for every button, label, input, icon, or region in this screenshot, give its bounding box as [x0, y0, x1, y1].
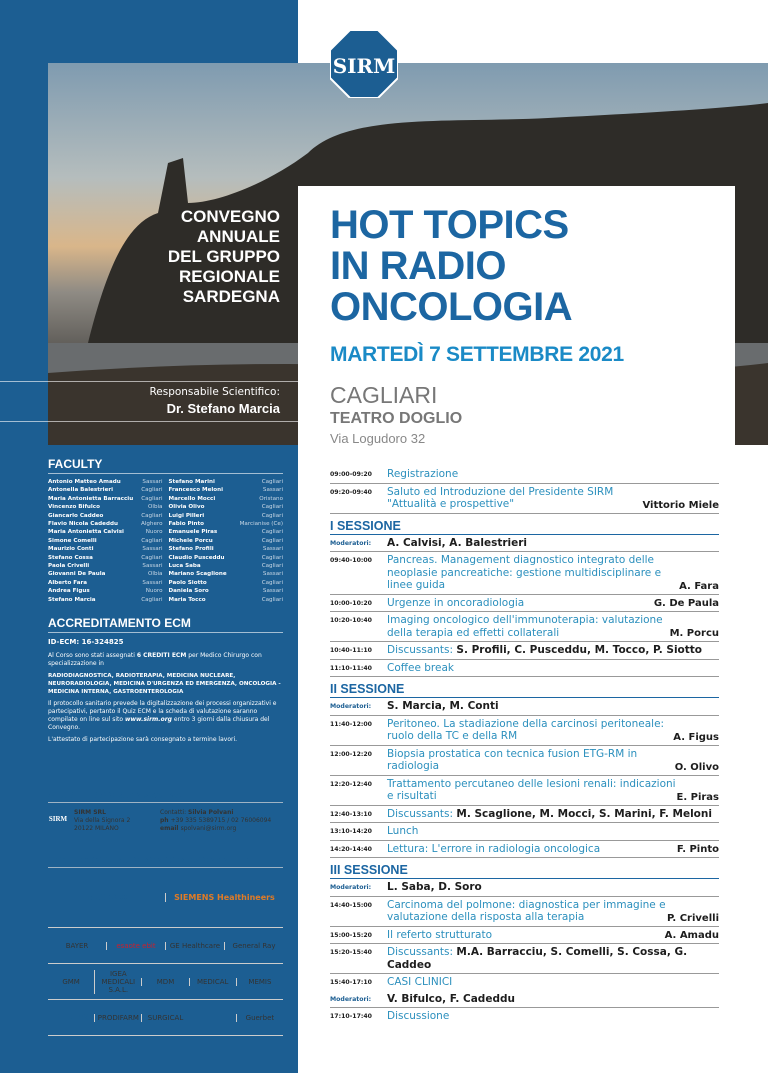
title-line: HOT TOPICS: [330, 203, 569, 247]
names: M.A. Barracciu, S. Comelli, S. Cossa, G. Caddeo: [387, 946, 688, 971]
time-slot: 09:20-09:40: [330, 488, 372, 496]
sponsor-logo: MDM: [141, 978, 188, 986]
time-slot: 12:20-12:40: [330, 780, 372, 788]
faculty-section: [48, 457, 283, 604]
schedule-row: [330, 944, 719, 974]
time-slot: 11:40-12:00: [330, 720, 372, 728]
session-heading: III SESSIONE: [330, 860, 719, 879]
member-city: Cagliari: [261, 512, 283, 519]
sponsor-row: [48, 964, 283, 1000]
member-city: Cagliari: [261, 529, 283, 536]
faculty-member: [169, 537, 284, 545]
member-city: Sassari: [262, 487, 283, 494]
sponsor-logo: BRACCO: [85, 892, 128, 903]
member-name: Simone Comelli: [48, 537, 97, 544]
schedule-row: [330, 974, 719, 991]
page-title: [330, 205, 572, 328]
moderators-label: Moderatori:: [330, 539, 372, 547]
member-name: Antonio Matteo Amadu: [48, 479, 121, 485]
talk-title: Coffee break: [387, 661, 454, 674]
member-city: Cagliari: [261, 563, 283, 570]
sponsor-row: [48, 928, 283, 964]
sponsor-logo: MEDICAL: [189, 978, 236, 986]
credits-text: [48, 652, 283, 668]
talk-title: Peritoneo. La stadiazione della carcinosi peritoneale: ruolo della TC e della RM: [387, 717, 665, 742]
time-slot: 12:00-12:20: [330, 750, 372, 758]
time-slot: 11:10-11:40: [330, 664, 372, 672]
speaker: Vittorio Miele: [642, 499, 719, 511]
discussants: [387, 946, 719, 971]
talk-title: Pancreas. Management diagnostico integrato delle neoplasie pancreatiche: gestione multidisciplinare e linee guida: [387, 554, 662, 591]
session-heading: I SESSIONE: [330, 516, 719, 535]
secretariat-section: [48, 790, 283, 833]
section-heading: FACULTY: [48, 457, 283, 474]
schedule-row: [330, 823, 719, 841]
text: Al Corso sono stati assegnati: [48, 652, 137, 659]
member-name: Andrea Figus: [48, 588, 90, 595]
event-date: MARTEDÌ 7 SETTEMBRE 2021: [330, 343, 624, 366]
member-name: Stefano Marini: [168, 479, 215, 485]
time-slot: 10:00-10:20: [330, 599, 372, 607]
sponsor-logo: BAYER: [65, 941, 89, 950]
member-city: Sassari: [142, 579, 163, 586]
credits: 6 CREDITI ECM: [136, 652, 187, 659]
specialties: RADIODIAGNOSTICA, RADIOTERAPIA, MEDICINA NUCLEARE, NEURORADIOLOGIA, MEDICINA D'URGENZA ED EMERGENZA, ONCOLOGIA - MEDICINA INTERNA, GASTROENTEROLOGIA: [48, 673, 281, 695]
schedule-row: [330, 642, 719, 660]
member-name: Fabio Pinto: [168, 521, 204, 528]
label: ph: [160, 817, 171, 824]
contact-name: Silvia Polvani: [188, 809, 234, 816]
talk-title: Registrazione: [387, 468, 459, 480]
sponsors-section: [48, 855, 283, 1036]
member-city: Cagliari: [141, 487, 163, 494]
section-heading: SEGRETERIA ORGANIZZATIVA: [48, 790, 283, 803]
label: Discussants:: [387, 644, 457, 656]
time-slot: 09:40-10:00: [330, 557, 372, 564]
sponsor-logo: GMM: [62, 977, 80, 986]
moderators-label: Moderatori:: [330, 995, 372, 1003]
member-name: Daniela Soro: [168, 588, 209, 595]
member-city: Sassari: [142, 546, 163, 553]
talk-title: CASI CLINICI: [387, 976, 453, 988]
name: Dr. Stefano Marcia: [166, 401, 280, 416]
protocol-text: [48, 700, 283, 732]
schedule-row: [330, 552, 719, 595]
divider: [0, 381, 298, 382]
moderator-names: L. Saba, D. Soro: [387, 881, 482, 893]
label: Responsabile Scientifico:: [149, 386, 280, 398]
names: M. Scaglione, M. Mocci, S. Marini, F. Meloni: [456, 807, 712, 820]
schedule-row: [330, 595, 719, 613]
faculty-member: [48, 562, 163, 570]
speaker: M. Porcu: [669, 628, 719, 639]
faculty-member: [169, 503, 284, 511]
member-city: Sassari: [262, 571, 283, 578]
speaker: O. Olivo: [674, 761, 719, 773]
time-slot: 17:10-17:40: [330, 1013, 372, 1020]
faculty-member: [169, 545, 284, 553]
member-name: Giovanni De Paula: [48, 571, 106, 578]
speaker: F. Pinto: [676, 844, 719, 855]
member-city: Sassari: [142, 563, 163, 570]
ecm-id: ID-ECM: 16-324825: [48, 638, 124, 646]
member-name: Luigi Pilleri: [168, 512, 205, 519]
speaker: P. Crivelli: [666, 912, 719, 924]
talk-title: Carcinoma del polmone: diagnostica per immagine e valutazione della risposta alla terapia: [387, 898, 666, 923]
member-name: Maria Antonietta Calvisi: [48, 529, 124, 536]
label: Contatti:: [160, 809, 188, 816]
schedule-row: [330, 1008, 719, 1025]
faculty-member: [48, 495, 163, 503]
speaker: E. Piras: [676, 791, 719, 803]
names: S. Profili, C. Pusceddu, M. Tocco, P. Siotto: [456, 644, 703, 656]
member-name: Maria Antonietta Barracciu: [48, 495, 134, 502]
member-city: Sassari: [262, 588, 283, 595]
member-name: Mariano Scaglione: [168, 571, 227, 578]
time-slot: 13:10-14:20: [330, 828, 372, 835]
moderators-row: [330, 535, 719, 553]
text: entro 3 giorni dalla chiusura del Convegno.: [48, 716, 270, 731]
title-line: IN RADIO: [330, 244, 506, 288]
faculty-member: [169, 554, 284, 562]
phone: +39 335 5389715 / 02 76006094: [170, 817, 272, 824]
member-name: Marcello Mocci: [168, 495, 216, 502]
moderator-names: A. Calvisi, A. Balestrieri: [387, 536, 528, 549]
sponsor-logo: Guerbet: [236, 1014, 283, 1022]
member-name: Olivia Olivo: [168, 504, 205, 511]
member-city: Alghero: [140, 521, 163, 528]
discussants: [387, 808, 719, 821]
discussants: [387, 644, 719, 657]
faculty-member: [48, 486, 163, 494]
schedule-row: [330, 841, 719, 859]
sponsor-logo: GE Healthcare: [165, 942, 224, 950]
sirm-logo: [330, 30, 398, 98]
line: SARDEGNA: [182, 287, 280, 306]
moderators-row: [330, 991, 719, 1009]
member-name: Paolo Siotto: [168, 579, 207, 586]
faculty-member: [48, 570, 163, 578]
venue-city: CAGLIARI: [330, 382, 438, 408]
member-name: Antonella Balestrieri: [48, 487, 114, 494]
text: Il protocollo sanitario prevede la digitalizzazione dei processi organizzativi e partecipativi, pertanto il Quiz ECM e la scheda di valutazione saranno compilate on line sul sito: [48, 700, 277, 723]
member-city: Nuoro: [145, 588, 163, 595]
faculty-member: [48, 512, 163, 520]
member-city: Cagliari: [141, 495, 163, 502]
member-city: Cagliari: [141, 512, 163, 519]
sponsor-logo: IGEA MEDICALI S.A.L.: [94, 970, 141, 994]
faculty-member: [48, 478, 163, 486]
label: Discussants:: [387, 946, 457, 958]
program-schedule: [330, 466, 719, 1025]
member-city: Cagliari: [141, 554, 163, 561]
talk-title: Trattamento percutaneo delle lesioni renali: indicazioni e risultati: [387, 777, 676, 802]
moderators-row: [330, 879, 719, 897]
faculty-member: [48, 545, 163, 553]
member-name: Giancarlo Caddeo: [48, 512, 104, 519]
time-slot: 10:40-11:10: [330, 647, 372, 654]
member-city: Cagliari: [261, 596, 283, 603]
time-slot: 15:40-17:10: [330, 979, 372, 986]
member-city: Cagliari: [261, 479, 283, 485]
line: CONVEGNO: [180, 207, 280, 226]
schedule-row: [330, 466, 719, 484]
member-city: Cagliari: [141, 537, 163, 544]
sponsor-logo: General Ray: [224, 942, 283, 950]
sponsor-logo: esaote ebit: [106, 942, 165, 950]
member-city: Cagliari: [261, 554, 283, 561]
address: 20122 MILANO: [74, 825, 119, 832]
faculty-member: [169, 579, 284, 587]
time-slot: 15:20-15:40: [330, 949, 372, 956]
schedule-row: [330, 806, 719, 824]
faculty-member: [169, 486, 284, 494]
schedule-row: [330, 484, 719, 514]
talk-title: Lunch: [387, 825, 419, 837]
sponsor-row: [48, 1000, 283, 1036]
venue-address: Via Logudoro 32: [330, 431, 426, 446]
schedule-row: [330, 612, 719, 642]
sponsor-logo: SIEMENS Healthineers: [165, 893, 283, 902]
member-city: Cagliari: [261, 579, 283, 586]
time-slot: 14:20-14:40: [330, 845, 372, 853]
member-name: Maria Tocco: [168, 596, 206, 603]
session-heading: II SESSIONE: [330, 679, 719, 698]
member-name: Luca Saba: [168, 563, 201, 570]
time-slot: 09:00-09:20: [330, 471, 372, 478]
line: DEL GRUPPO: [167, 247, 280, 266]
scientific-lead: [60, 386, 280, 416]
faculty-member: [169, 528, 284, 536]
website-link[interactable]: www.sirm.org: [124, 716, 172, 723]
schedule-row: [330, 660, 719, 678]
faculty-member: [48, 554, 163, 562]
member-name: Alberto Fara: [48, 579, 88, 586]
speaker: A. Amadu: [664, 930, 719, 941]
sirm-logo-small: SIRM: [48, 809, 68, 829]
member-city: Cagliari: [261, 504, 283, 511]
email-link[interactable]: spolvani@sirm.org: [180, 825, 237, 832]
member-name: Stefano Marcia: [48, 596, 96, 603]
member-name: Maurizio Conti: [48, 546, 94, 553]
sponsor-logo: SURGICAL: [141, 1014, 188, 1022]
sponsor-logo: MEMIS: [236, 978, 283, 986]
sponsor-logo: PHILIPS: [53, 1013, 89, 1022]
moderators-label: Moderatori:: [330, 703, 372, 710]
schedule-row: [330, 716, 719, 746]
member-city: Cagliari: [141, 596, 163, 603]
venue-place: TEATRO DOGLIO: [330, 410, 463, 427]
member-name: Michele Porcu: [168, 537, 213, 544]
text: per Medico Chirurgo con specializzazione in: [48, 652, 262, 667]
schedule-row: [330, 746, 719, 776]
section-heading: ACCREDITAMENTO ECM: [48, 616, 283, 633]
label: email: [160, 825, 181, 832]
faculty-member: [48, 528, 163, 536]
talk-title: Imaging oncologico dell'immunoterapia: valutazione della terapia ed effetti collaterali: [387, 614, 663, 639]
faculty-member: [169, 520, 284, 528]
moderator-names: V. Bifulco, F. Cadeddu: [387, 992, 515, 1005]
moderators-row: [330, 698, 719, 716]
company: SIRM SRL: [74, 809, 106, 816]
ecm-section: [48, 616, 283, 748]
member-city: Nuoro: [145, 529, 163, 536]
sponsor-row: [48, 868, 283, 928]
schedule-row: [330, 927, 719, 945]
title-line: ONCOLOGIA: [330, 285, 573, 329]
faculty-member: [48, 537, 163, 545]
member-name: Flavio Nicola Cadeddu: [48, 521, 118, 528]
faculty-member: [169, 570, 284, 578]
sponsor-logo: PRODIFARM: [94, 1014, 141, 1022]
faculty-member: [48, 596, 163, 604]
divider: [0, 421, 298, 422]
label: Discussants:: [387, 807, 457, 820]
address: Via della Signora 2: [74, 817, 131, 824]
member-city: Olbia: [148, 504, 163, 511]
faculty-member: [48, 579, 163, 587]
member-name: Vincenzo Bifulco: [48, 504, 100, 511]
section-heading: CON IL CONTRIBUTO NON CONDIZIONANTE DI: [48, 855, 283, 868]
member-city: Olbia: [148, 571, 163, 578]
member-name: Claudio Pusceddu: [168, 554, 225, 561]
speaker: G. De Paula: [653, 598, 719, 609]
member-city: Oristano: [259, 495, 283, 502]
svg-text:SIRM: SIRM: [332, 54, 396, 78]
schedule-row: [330, 897, 719, 927]
time-slot: 12:40-13:10: [330, 810, 372, 818]
faculty-member: [169, 512, 284, 520]
certificate-text: L'attestato di partecipazione sarà consegnato a termine lavori.: [48, 736, 238, 743]
time-slot: 15:00-15:20: [330, 931, 372, 939]
member-name: Francesco Meloni: [168, 487, 224, 494]
faculty-member: [169, 596, 284, 604]
time-slot: 14:40-15:00: [330, 901, 372, 909]
talk-title: Discussione: [387, 1010, 450, 1022]
faculty-member: [48, 587, 163, 595]
member-city: Marcianise (Ce): [239, 521, 283, 528]
speaker: A. Figus: [673, 731, 719, 743]
member-city: Sassari: [262, 546, 283, 553]
faculty-member: [48, 520, 163, 528]
faculty-member: [48, 503, 163, 511]
talk-title: Lettura: L'errore in radiologia oncologica: [387, 842, 601, 855]
line: ANNUALE: [196, 227, 280, 246]
member-name: Stefano Cossa: [48, 554, 93, 561]
speaker: A. Fara: [679, 580, 719, 592]
talk-title: Saluto ed Introduzione del Presidente SIRM "Attualità e prospettive": [387, 485, 614, 510]
schedule-row: [330, 776, 719, 806]
member-name: Stefano Profili: [168, 546, 214, 553]
talk-title: Il referto strutturato: [387, 928, 492, 941]
time-slot: 10:20-10:40: [330, 617, 372, 624]
faculty-member: [169, 562, 284, 570]
talk-title: Biopsia prostatica con tecnica fusion ETG-RM in radiologia: [387, 747, 638, 772]
member-city: Sassari: [142, 479, 163, 485]
faculty-member: [169, 495, 284, 503]
moderator-names: S. Marcia, M. Conti: [387, 700, 499, 712]
faculty-member: [169, 478, 284, 486]
event-subtitle: [100, 207, 280, 307]
member-name: Emanuele Piras: [168, 529, 218, 536]
member-city: Cagliari: [261, 537, 283, 544]
faculty-member: [169, 587, 284, 595]
line: REGIONALE: [178, 267, 280, 286]
talk-title: Urgenze in oncoradiologia: [387, 596, 525, 609]
member-name: Paola Crivelli: [48, 563, 90, 570]
moderators-label: Moderatori:: [330, 884, 372, 891]
